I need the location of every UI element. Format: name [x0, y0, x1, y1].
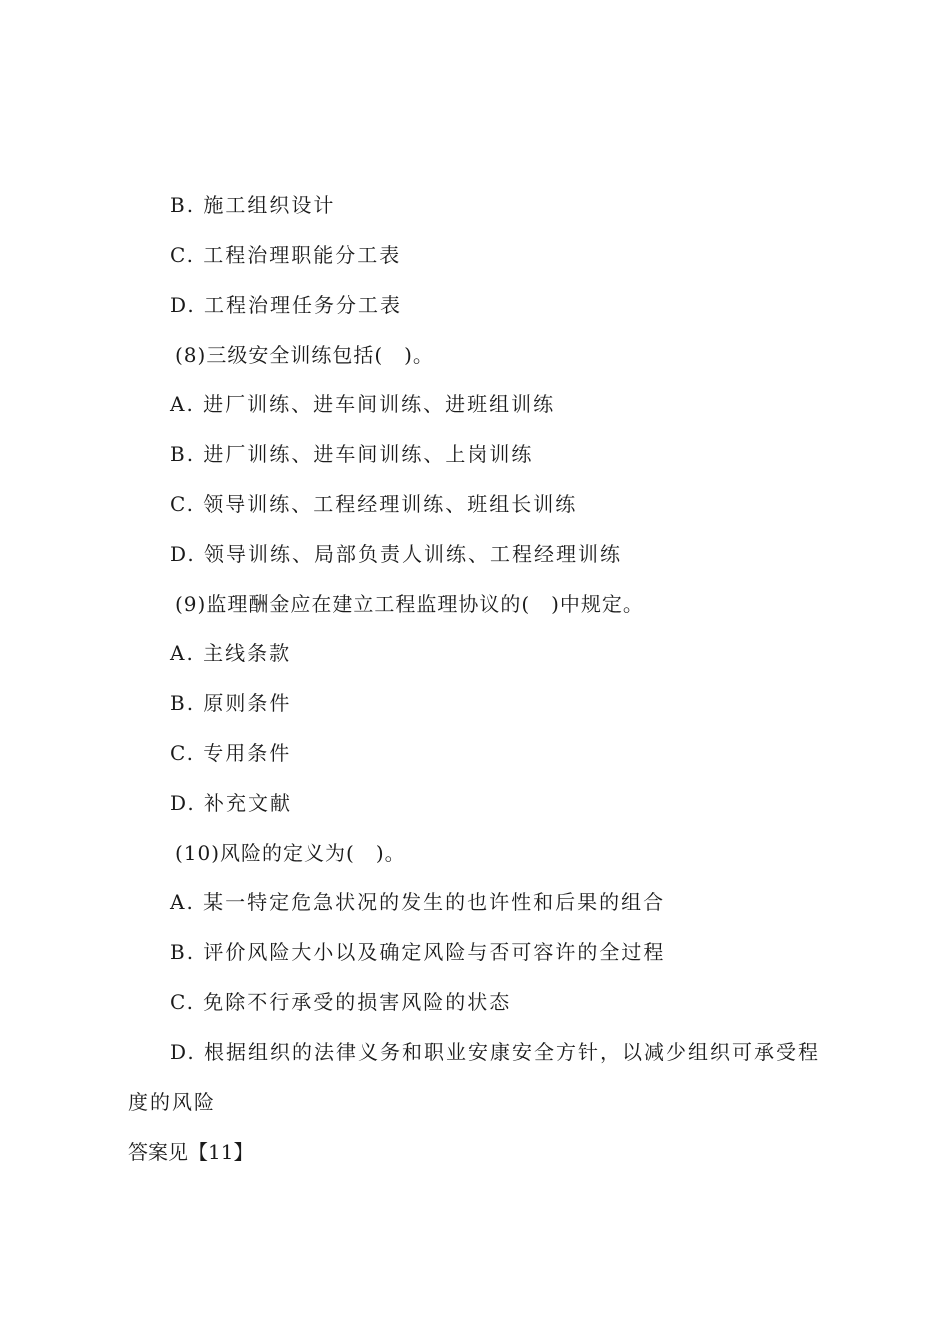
option-c-q8: C. 领导训练、工程经理训练、班组长训练 — [170, 492, 578, 516]
option-c-q10: C. 免除不行承受的损害风险的状态 — [170, 990, 512, 1014]
question-10: (10)风险的定义为( )。 — [175, 841, 406, 865]
option-a-q10: A. 某一特定危急状况的发生的也许性和后果的组合 — [170, 890, 666, 914]
option-a-q8: A. 进厂训练、进车间训练、进班组训练 — [170, 392, 556, 416]
option-b-q10: B. 评价风险大小以及确定风险与否可容许的全过程 — [170, 940, 666, 964]
option-b-q7: B. 施工组织设计 — [170, 193, 336, 217]
answer-reference: 答案见【11】 — [128, 1140, 254, 1164]
option-b-q8: B. 进厂训练、进车间训练、上岗训练 — [170, 442, 534, 466]
question-8: (8)三级安全训练包括( )。 — [175, 343, 434, 367]
option-c-q9: C. 专用条件 — [170, 741, 292, 765]
question-9: (9)监理酬金应在建立工程监理协议的( )中规定。 — [175, 592, 644, 616]
option-c-q7: C. 工程治理职能分工表 — [170, 243, 402, 267]
option-d-q10-continued: 度的风险 — [128, 1090, 216, 1114]
option-d-q9: D. 补充文献 — [170, 791, 293, 815]
option-b-q9: B. 原则条件 — [170, 691, 292, 715]
option-a-q9: A. 主线条款 — [170, 641, 292, 665]
option-d-q7: D. 工程治理任务分工表 — [170, 293, 403, 317]
option-d-q10: D. 根据组织的法律义务和职业安康安全方针，以减少组织可承受程 — [170, 1040, 821, 1064]
option-d-q8: D. 领导训练、局部负责人训练、工程经理训练 — [170, 542, 623, 566]
